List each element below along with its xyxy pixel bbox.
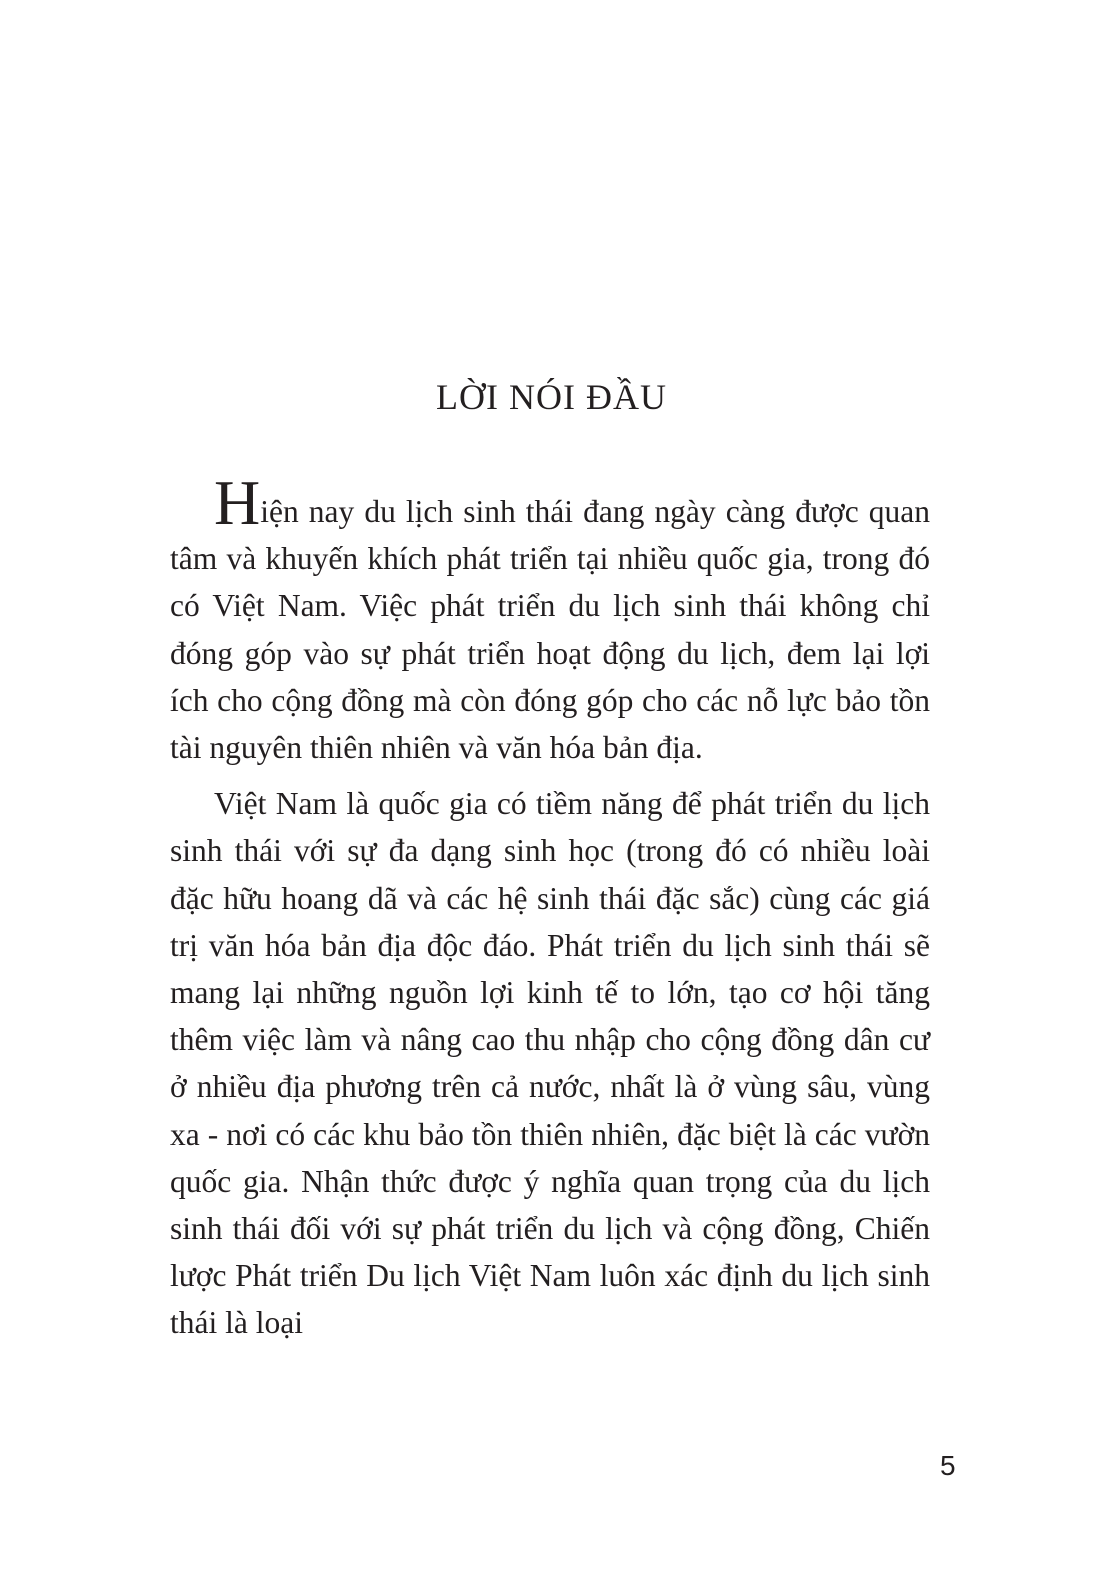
paragraph-2: Việt Nam là quốc gia có tiềm năng để phát triển du lịch sinh thái với sự đa dạng sinh học (trong đó có nhiều loài đặc hữu hoang dã và các hệ sinh thái đặc sắc) cùng các giá trị văn hóa bản địa độc đáo. Phát triển du lịch sinh thái sẽ mang lại những nguồn lợi kinh tế to lớn, tạo cơ hội tăng thêm việc làm và nâng cao thu nhập cho cộng đồng dân cư ở nhiều địa phương trên cả nước, nhất là ở vùng sâu, vùng xa - nơi có các khu bảo tồn thiên nhiên, đặc biệt là các vườn quốc gia. Nhận thức được ý nghĩa quan trọng của du lịch sinh thái đối với sự phát triển du lịch và cộng đồng, Chiến lược Phát triển Du lịch Việt Nam luôn xác định du lịch sinh thái là loại (170, 786, 930, 1341)
paragraph-1-text: iện nay du lịch sinh thái đang ngày càng được quan tâm và khuyến khích phát triển tại nhiều quốc gia, trong đó có Việt Nam. Việc phát triển du lịch sinh thái không chỉ đóng góp vào sự phát triển hoạt động du lịch, đem lại lợi ích cho cộng đồng mà còn đóng góp cho các nỗ lực bảo tồn tài nguyên thiên nhiên và văn hóa bản địa. (170, 494, 930, 766)
paragraph-1 (170, 467, 930, 771)
drop-cap: H (214, 467, 261, 538)
chapter-title: LỜI NÓI ĐẦU (436, 377, 667, 417)
body-text (170, 467, 930, 1356)
page-number: 5 (940, 1450, 956, 1481)
